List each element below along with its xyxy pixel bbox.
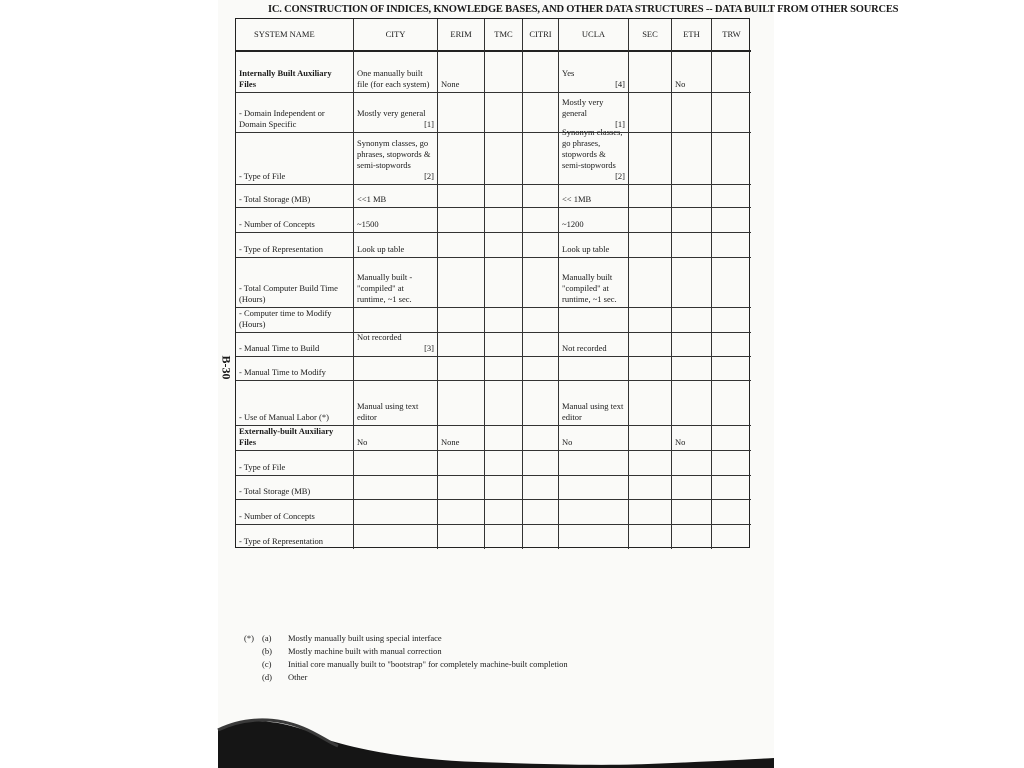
table-cell [438, 357, 485, 381]
cell-note: [1] [615, 119, 625, 129]
row-label: - Number of Concepts [236, 500, 354, 525]
table-cell [712, 426, 751, 451]
table-cell [629, 357, 672, 381]
table-cell [672, 381, 712, 426]
footnote-letter: (b) [262, 646, 272, 656]
table-cell [354, 426, 438, 451]
cell-text: One manually built file (for each system) [357, 68, 430, 89]
table-cell [672, 93, 712, 133]
table-cell [559, 308, 629, 333]
table-cell [672, 476, 712, 500]
footnote-letter: (a) [262, 633, 272, 643]
scan-shadow [218, 690, 774, 768]
cell-text: None [441, 437, 460, 447]
table-cell [438, 426, 485, 451]
cell-text: Manual using text editor [357, 401, 419, 422]
table-cell [438, 258, 485, 308]
cell-text: <<1 MB [357, 194, 387, 204]
row-label: Externally-built Auxiliary Files [236, 426, 354, 451]
cell-text: None [441, 79, 460, 89]
table-cell [672, 208, 712, 233]
table-cell [629, 426, 672, 451]
table-cell [485, 233, 523, 258]
page-number: B-30 [219, 355, 234, 380]
table-cell [523, 208, 559, 233]
table-cell [438, 208, 485, 233]
footnote-line [244, 632, 568, 645]
table-cell [559, 476, 629, 500]
cell-note: [4] [615, 79, 625, 89]
table-cell [629, 185, 672, 208]
table-cell [354, 308, 438, 333]
cell-note: [3] [424, 343, 434, 353]
row-label: Internally Built Auxiliary Files [236, 52, 354, 93]
cell-note: [2] [615, 171, 625, 181]
footnote-text: Initial core manually built to "bootstrap" for completely machine-built completion [288, 659, 568, 669]
table-cell [672, 258, 712, 308]
table-cell [485, 381, 523, 426]
table-cell [438, 52, 485, 93]
table-cell [672, 233, 712, 258]
table-cell [559, 258, 629, 308]
table-cell [438, 133, 485, 185]
table-cell [629, 52, 672, 93]
table-cell [523, 525, 559, 549]
footnote-marker [244, 658, 262, 671]
cell-text: Synonym classes, go phrases, stopwords & semi-stopwords [357, 138, 431, 170]
footnote-text: Other [288, 672, 308, 682]
cell-text: Mostly very general [357, 108, 426, 118]
table-cell [485, 308, 523, 333]
table-cell [559, 426, 629, 451]
table-cell [559, 185, 629, 208]
cell-text: Look up table [357, 244, 405, 254]
cell-text: << 1MB [562, 194, 592, 204]
table-cell [438, 93, 485, 133]
table-cell [438, 185, 485, 208]
table-cell [672, 133, 712, 185]
row-label: - Domain Independent or Domain Specific [236, 93, 354, 133]
cell-text: Manually built "compiled" at runtime, ~1 sec. [562, 272, 617, 304]
table-cell [438, 233, 485, 258]
table-cell [438, 381, 485, 426]
cell-text: Manually built - "compiled" at runtime, ~1 sec. [357, 272, 413, 304]
footnote-text: Mostly manually built using special interface [288, 633, 442, 643]
table-cell [672, 185, 712, 208]
table-cell [438, 525, 485, 549]
table-cell [629, 451, 672, 476]
table-cell [712, 185, 751, 208]
table-cell [712, 476, 751, 500]
row-label: - Total Computer Build Time (Hours) [236, 258, 354, 308]
table-cell [523, 381, 559, 426]
cell-text: Mostly very general [562, 97, 604, 118]
table-cell [354, 185, 438, 208]
cell-note: [2] [424, 171, 434, 181]
table-cell [712, 93, 751, 133]
table-cell [354, 333, 438, 357]
cell-text: Yes [562, 68, 575, 78]
table-cell [485, 185, 523, 208]
table-cell [523, 476, 559, 500]
table-cell [672, 357, 712, 381]
cell-text: Not recorded [562, 343, 607, 353]
table-cell [629, 500, 672, 525]
cell-text: Synonym classes, go phrases, stopwords & semi-stopwords [562, 127, 623, 170]
table-cell [712, 381, 751, 426]
row-label: - Type of Representation [236, 525, 354, 549]
table-cell [712, 357, 751, 381]
table-cell [559, 127, 629, 185]
footnote-line [244, 658, 568, 671]
table-cell [629, 208, 672, 233]
footnote-text: Mostly machine built with manual correction [288, 646, 442, 656]
table-cell [523, 451, 559, 476]
column-header: CITY [354, 19, 438, 52]
table-cell [712, 233, 751, 258]
table-cell [485, 258, 523, 308]
table-cell [523, 357, 559, 381]
footnote-line [244, 671, 568, 684]
column-header: UCLA [559, 19, 629, 52]
table-cell [712, 451, 751, 476]
table-cell [354, 525, 438, 549]
cell-text: No [675, 79, 686, 89]
table-cell [485, 426, 523, 451]
table-cell [629, 333, 672, 357]
column-header: CITRI [523, 19, 559, 52]
table-cell [559, 500, 629, 525]
table-cell [354, 500, 438, 525]
row-label: - Computer time to Modify (Hours) [236, 308, 354, 333]
table-cell [629, 476, 672, 500]
table-cell [354, 258, 438, 308]
table-cell [672, 451, 712, 476]
table-cell [354, 357, 438, 381]
table-cell [712, 308, 751, 333]
table-cell [523, 185, 559, 208]
table-cell [438, 308, 485, 333]
table-cell [672, 426, 712, 451]
table-cell [438, 500, 485, 525]
table-cell [712, 525, 751, 549]
row-label: - Type of Representation [236, 233, 354, 258]
table-cell [559, 233, 629, 258]
table-cell [485, 333, 523, 357]
cell-note: [1] [424, 119, 434, 129]
table-cell [712, 133, 751, 185]
footnote-letter: (d) [262, 672, 272, 682]
table-cell [485, 93, 523, 133]
table-cell [712, 500, 751, 525]
data-table [235, 18, 750, 548]
table-cell [354, 93, 438, 133]
table-cell [559, 381, 629, 426]
table-cell [354, 52, 438, 93]
table-cell [354, 451, 438, 476]
table-cell [523, 258, 559, 308]
table-cell [672, 500, 712, 525]
table-cell [485, 52, 523, 93]
row-label: - Total Storage (MB) [236, 476, 354, 500]
cell-text: No [675, 437, 686, 447]
footnote-marker [244, 645, 262, 658]
table-cell [485, 451, 523, 476]
cell-text: ~1500 [357, 219, 379, 229]
table-cell [712, 258, 751, 308]
footnote-line [244, 645, 568, 658]
footnotes [244, 632, 568, 684]
table-cell [485, 357, 523, 381]
table-cell [354, 381, 438, 426]
table-cell [485, 525, 523, 549]
table-cell [485, 208, 523, 233]
table-cell [629, 258, 672, 308]
row-label: - Type of File [236, 133, 354, 185]
table-cell [523, 233, 559, 258]
table-cell [438, 333, 485, 357]
table-cell [354, 476, 438, 500]
table-cell [354, 133, 438, 185]
footnote-marker: (*) [244, 633, 254, 643]
table-cell [523, 93, 559, 133]
column-header: SYSTEM NAME [236, 19, 354, 52]
cell-text: Manual using text editor [562, 401, 624, 422]
footnote-marker [244, 671, 262, 684]
cell-text: Not recorded [357, 332, 402, 342]
table-cell [629, 133, 672, 185]
footnote-letter: (c) [262, 659, 272, 669]
cell-text: Look up table [562, 244, 610, 254]
row-label: - Manual Time to Modify [236, 357, 354, 381]
table-cell [672, 52, 712, 93]
column-header: ERIM [438, 19, 485, 52]
table-cell [523, 426, 559, 451]
table-cell [672, 333, 712, 357]
table-cell [712, 208, 751, 233]
table-cell [559, 357, 629, 381]
table-cell [485, 476, 523, 500]
table-cell [712, 333, 751, 357]
table-cell [523, 500, 559, 525]
table-cell [629, 93, 672, 133]
row-label: - Use of Manual Labor (*) [236, 381, 354, 426]
cell-text: ~1200 [562, 219, 584, 229]
cell-text: No [562, 437, 573, 447]
cell-text: No [357, 437, 368, 447]
table-cell [559, 208, 629, 233]
row-label: - Manual Time to Build [236, 333, 354, 357]
table-cell [485, 133, 523, 185]
table-cell [559, 525, 629, 549]
table-cell [629, 381, 672, 426]
table-cell [354, 233, 438, 258]
column-header: ETH [672, 19, 712, 52]
row-label: - Total Storage (MB) [236, 185, 354, 208]
table-cell [559, 52, 629, 93]
document-title: IC. CONSTRUCTION OF INDICES, KNOWLEDGE BASES, AND OTHER DATA STRUCTURES -- DATA BUILT FROM OTHER SOURCES [268, 4, 899, 15]
table-cell [523, 133, 559, 185]
table-cell [629, 233, 672, 258]
table-cell [629, 525, 672, 549]
table-cell [672, 525, 712, 549]
table-cell [485, 500, 523, 525]
table-cell [438, 476, 485, 500]
column-header: TMC [485, 19, 523, 52]
table-cell [523, 52, 559, 93]
table-cell [672, 308, 712, 333]
table-cell [438, 451, 485, 476]
table-cell [629, 308, 672, 333]
table-cell [559, 333, 629, 357]
column-header: TRW [712, 19, 751, 52]
table-cell [712, 52, 751, 93]
row-label: - Number of Concepts [236, 208, 354, 233]
table-cell [559, 451, 629, 476]
table-cell [523, 333, 559, 357]
column-header: SEC [629, 19, 672, 52]
table-cell [354, 208, 438, 233]
row-label: - Type of File [236, 451, 354, 476]
table-cell [523, 308, 559, 333]
